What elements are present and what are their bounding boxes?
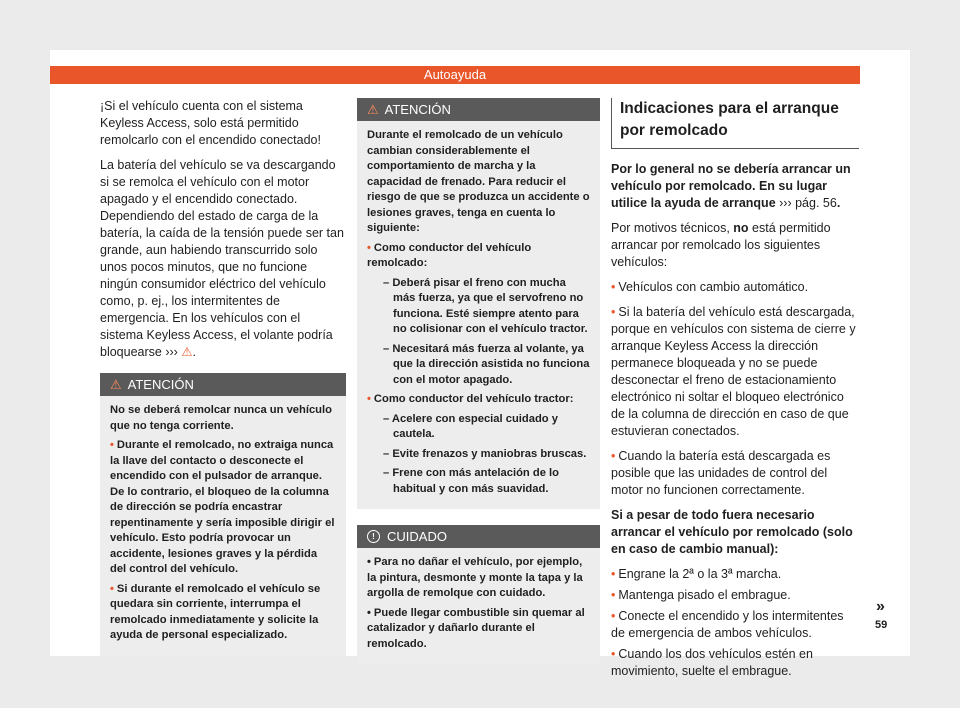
paragraph-keyless: ¡Si el vehículo cuenta con el sistema Keyless Access, solo está permitido remolcarlo con el encendido conectado! [100, 99, 321, 147]
caution-box [357, 525, 600, 664]
warning-triangle-icon: ⚠ [110, 377, 122, 392]
section-title: Indicaciones para el arranque por remolcado [611, 98, 859, 149]
list-item: • Como conductor del vehículo tractor: [367, 393, 574, 405]
page-number: 59 [875, 619, 888, 631]
caution-box-body [357, 548, 600, 664]
warning-box-body: No se deberá remolcar nunca un vehículo que no tenga corriente. • Durante el remolcado, no extraiga nunca la llave del contacto o desconecte el encendido con el pulsador de arranque. De lo contrario, el bloqueo de la columna de dirección se podría encastrar repentinamente y sería imposible dirigir el vehículo. Esto podría provocar un accidente, lesiones graves y la pérdida del control del vehículo. • Si durante el remolcado el vehículo se quedara sin corriente, interrumpa el remolcado inmediatamente y solicite la ayuda de personal especializado. [100, 396, 346, 656]
sub-item: – Deberá pisar el freno con mucha más fuerza, ya que el servofreno no funciona. Esté siempre atento para no colisionar con el vehículo tractor. [383, 276, 588, 335]
page-header: Autoayuda [50, 66, 860, 84]
sub-item: – Acelere con especial cuidado y cautela. [383, 412, 558, 440]
list-item: • Para no dañar el vehículo, por ejemplo, la pintura, desmonte y monte la tapa y la argolla de remolque con cuidado. [367, 556, 583, 599]
paragraph-technical: Por motivos técnicos, no está permitido arrancar por remolcado los siguientes vehículos: [611, 221, 831, 269]
column-3 [611, 98, 859, 688]
sub-item: – Evite frenazos y maniobras bruscas. [383, 447, 587, 460]
list-item: • Puede llegar combustible sin quemar al catalizador y dañarlo durante el remolcado. [367, 606, 585, 650]
paragraph-battery: La batería del vehículo se va descargando si se remolca el vehículo con el motor apagado y el encendido conectado. Dependiendo del estado de carga de la batería, la caída de la tensión puede ser tan grande, aun habiendo transcurrido solo unos pocos minutos, que no funcione ningún consumidor eléctrico del vehículo como, p. ej., los intermitentes de emergencia. En los vehículos con el sistema Keyless Access, el volante podría bloquearse ››› ⚠. [100, 158, 344, 359]
list-item: • Si la batería del vehículo está descargada, porque en vehículos con sistema de cierre y arranque Keyless Access la dirección permanece bloqueada y no se puede desconectar el freno de estacionamiento electrónico ni soltar el bloqueo electrónico de la columna de dirección en caso de que estuvieran conectados. [611, 305, 856, 438]
warning-triangle-icon: ⚠ [181, 345, 193, 359]
list-item: • Engrane la 2ª o la 3ª marcha. [611, 567, 782, 581]
warning-box-2 [357, 98, 600, 509]
list-item: • Como conductor del vehículo remolcado: [367, 241, 532, 269]
lead-paragraph: Por lo general no se debería arrancar un vehículo por remolcado. En su lugar utilice la ayuda de arranque ››› pág. 56. [611, 162, 851, 210]
warning-box-body: Durante el remolcado de un vehículo cambian considerablemente el comportamiento de marcha y la capacidad de frenado. Para reducir el riesgo de que se produzca un accidente o lesiones graves, tenga en cuenta lo siguiente: • Como conductor del vehículo remolcado: – Deberá pisar el freno con mucha más fuerza, ya que el servofreno no funciona. Esté siempre atento para no colisionar con el vehículo tractor. – Necesitará más fuerza al volante, ya que la dirección asistida no funciona con el motor apagado. • Como conductor del vehículo tractor: – Acelere con especial cuidado y cautela. – Evite frenazos y maniobras bruscas. – Frene con más antelación de lo habitual y con más suavidad. [357, 121, 600, 509]
warning-box-1 [100, 373, 346, 656]
list-item: • Vehículos con cambio automático. [611, 280, 809, 294]
sub-heading: Si a pesar de todo fuera necesario arrancar el vehículo por remolcado (solo en caso de cambio manual): [611, 508, 853, 556]
warning-box-header: ⚠ ATENCIÓN [100, 373, 346, 396]
next-page-arrow[interactable]: » [876, 598, 885, 615]
page-reference-link[interactable]: ››› pág. 56 [779, 196, 837, 210]
cross-reference[interactable]: ››› [165, 345, 178, 359]
warning-triangle-icon: ⚠ [367, 102, 379, 117]
info-circle-icon: ! [367, 530, 380, 543]
list-item: • Durante el remolcado, no extraiga nunca la llave del contacto o desconecte el encendido con el pulsador de arranque. De lo contrario, el bloqueo de la columna de dirección se podría encastrar repentinamente y sería imposible dirigir el vehículo. Esto podría provocar un accidente, lesiones graves y la pérdida del control del vehículo. [110, 439, 335, 575]
column-1 [100, 98, 346, 670]
sub-item: – Frene con más antelación de lo habitual y con más suavidad. [383, 467, 559, 495]
list-item: • Mantenga pisado el embrague. [611, 588, 791, 602]
list-item: • Cuando la batería está descargada es posible que las unidades de control del motor no funcionen correctamente. [611, 449, 831, 497]
column-2 [357, 98, 600, 678]
list-item: • Cuando los dos vehículos estén en movimiento, suelte el embrague. [611, 647, 813, 678]
warning-box-header: ⚠ ATENCIÓN [357, 98, 600, 121]
list-item: • Conecte el encendido y los intermitentes de emergencia de ambos vehículos. [611, 609, 844, 640]
list-item: • Si durante el remolcado el vehículo se quedara sin corriente, interrumpa el remolcado inmediatamente y solicite la ayuda de personal especializado. [110, 582, 321, 641]
sub-item: – Necesitará más fuerza al volante, ya que la dirección asistida no funciona con el motor apagado. [383, 342, 590, 386]
caution-box-header: ! CUIDADO [357, 525, 600, 548]
